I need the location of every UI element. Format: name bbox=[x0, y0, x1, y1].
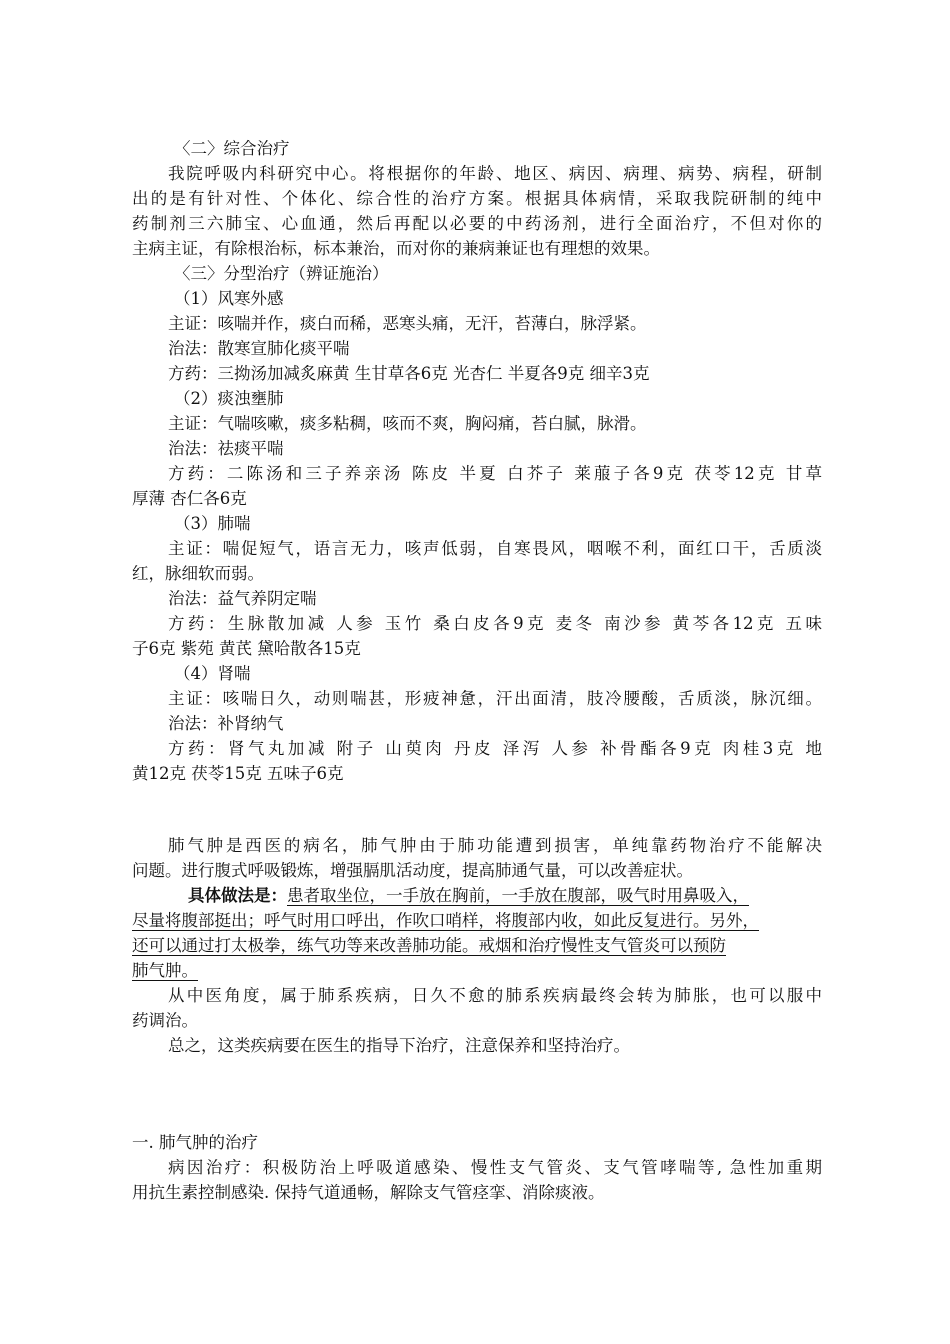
type-line: 方药：二陈汤和三子养亲汤 陈皮 半夏 白芥子 莱菔子各9克 茯苓12克 甘草 bbox=[168, 464, 822, 483]
method-text: 患者取坐位，一手放在胸前，一手放在腹部，吸气时用鼻吸入， bbox=[287, 886, 749, 905]
type-title: （3）肺喘 bbox=[174, 514, 251, 533]
method-line: 肺气肿。 bbox=[132, 961, 198, 980]
type-line: 红，脉细软而弱。 bbox=[132, 564, 264, 583]
paragraph-line: 用抗生素控制感染. 保持气道通畅，解除支气管痉挛、消除痰液。 bbox=[132, 1183, 605, 1202]
method-line: 还可以通过打太极拳，练气功等来改善肺功能。戒烟和治疗慢性支气管炎可以预防 bbox=[132, 936, 726, 955]
paragraph-line: 主病主证，有除根治标，标本兼治，而对你的兼病兼证也有理想的效果。 bbox=[132, 239, 660, 258]
paragraph-line: 药调治。 bbox=[132, 1011, 198, 1030]
type-title: （4）肾喘 bbox=[174, 664, 251, 683]
section-heading: 〈三〉分型治疗（辨证施治） bbox=[174, 264, 389, 283]
type-line: 主证：咳喘日久，动则喘甚，形疲神惫，汗出面清，肢冷腰酸，舌质淡，脉沉细。 bbox=[168, 689, 822, 708]
type-title: （1）风寒外感 bbox=[174, 289, 284, 308]
type-line: 方药：生脉散加减 人参 玉竹 桑白皮各9克 麦冬 南沙参 黄芩各12克 五味 bbox=[168, 614, 822, 633]
paragraph-line: 病因治疗：积极防治上呼吸道感染、慢性支气管炎、支气管哮喘等, 急性加重期 bbox=[168, 1158, 822, 1177]
type-line: 黄12克 茯苓15克 五味子6克 bbox=[132, 764, 344, 783]
type-line: 主证：咳喘并作，痰白而稀，恶寒头痛，无汗，苔薄白，脉浮紧。 bbox=[168, 314, 647, 333]
paragraph-line: 出的是有针对性、个体化、综合性的治疗方案。根据具体病情，采取我院研制的纯中 bbox=[132, 189, 822, 208]
method-line: 尽量将腹部挺出；呼气时用口呼出，作吹口哨样，将腹部内收，如此反复进行。另外， bbox=[132, 911, 759, 930]
type-line: 子6克 紫苑 黄芪 黛哈散各15克 bbox=[132, 639, 361, 658]
paragraph-line: 我院呼吸内科研究中心。将根据你的年龄、地区、病因、病理、病势、病程，研制 bbox=[168, 164, 822, 183]
method-label: 具体做法是： bbox=[188, 886, 287, 905]
type-line: 治法：散寒宣肺化痰平喘 bbox=[168, 339, 350, 358]
part-heading: 一. 肺气肿的治疗 bbox=[132, 1133, 258, 1152]
type-title: （2）痰浊壅肺 bbox=[174, 389, 284, 408]
section-heading: 〈二〉综合治疗 bbox=[174, 139, 290, 158]
type-line: 方药：三拗汤加减炙麻黄 生甘草各6克 光杏仁 半夏各9克 细辛3克 bbox=[168, 364, 650, 383]
type-line: 治法：补肾纳气 bbox=[168, 714, 284, 733]
paragraph-line: 肺气肿是西医的病名，肺气肿由于肺功能遭到损害，单纯靠药物治疗不能解决 bbox=[168, 836, 822, 855]
paragraph-line: 药制剂三六肺宝、心血通，然后再配以必要的中药汤剂，进行全面治疗，不但对你的 bbox=[132, 214, 822, 233]
type-line: 主证：喘促短气，语言无力，咳声低弱，自寒畏风，咽喉不利，面红口干，舌质淡 bbox=[168, 539, 822, 558]
type-line: 方药：肾气丸加减 附子 山萸肉 丹皮 泽泻 人参 补骨酯各9克 肉桂3克 地 bbox=[168, 739, 822, 758]
type-line: 治法：益气养阴定喘 bbox=[168, 589, 317, 608]
paragraph-line: 问题。进行腹式呼吸锻炼，增强膈肌活动度，提高肺通气量，可以改善症状。 bbox=[132, 861, 693, 880]
summary-line: 总之，这类疾病要在医生的指导下治疗，注意保养和坚持治疗。 bbox=[168, 1036, 630, 1055]
method-first-line bbox=[188, 883, 822, 908]
paragraph-line: 从中医角度，属于肺系疾病，日久不愈的肺系疾病最终会转为肺胀，也可以服中 bbox=[168, 986, 822, 1005]
type-line: 主证：气喘咳嗽，痰多粘稠，咳而不爽，胸闷痛，苔白腻，脉滑。 bbox=[168, 414, 647, 433]
type-line: 厚薄 杏仁各6克 bbox=[132, 489, 247, 508]
type-line: 治法：祛痰平喘 bbox=[168, 439, 284, 458]
